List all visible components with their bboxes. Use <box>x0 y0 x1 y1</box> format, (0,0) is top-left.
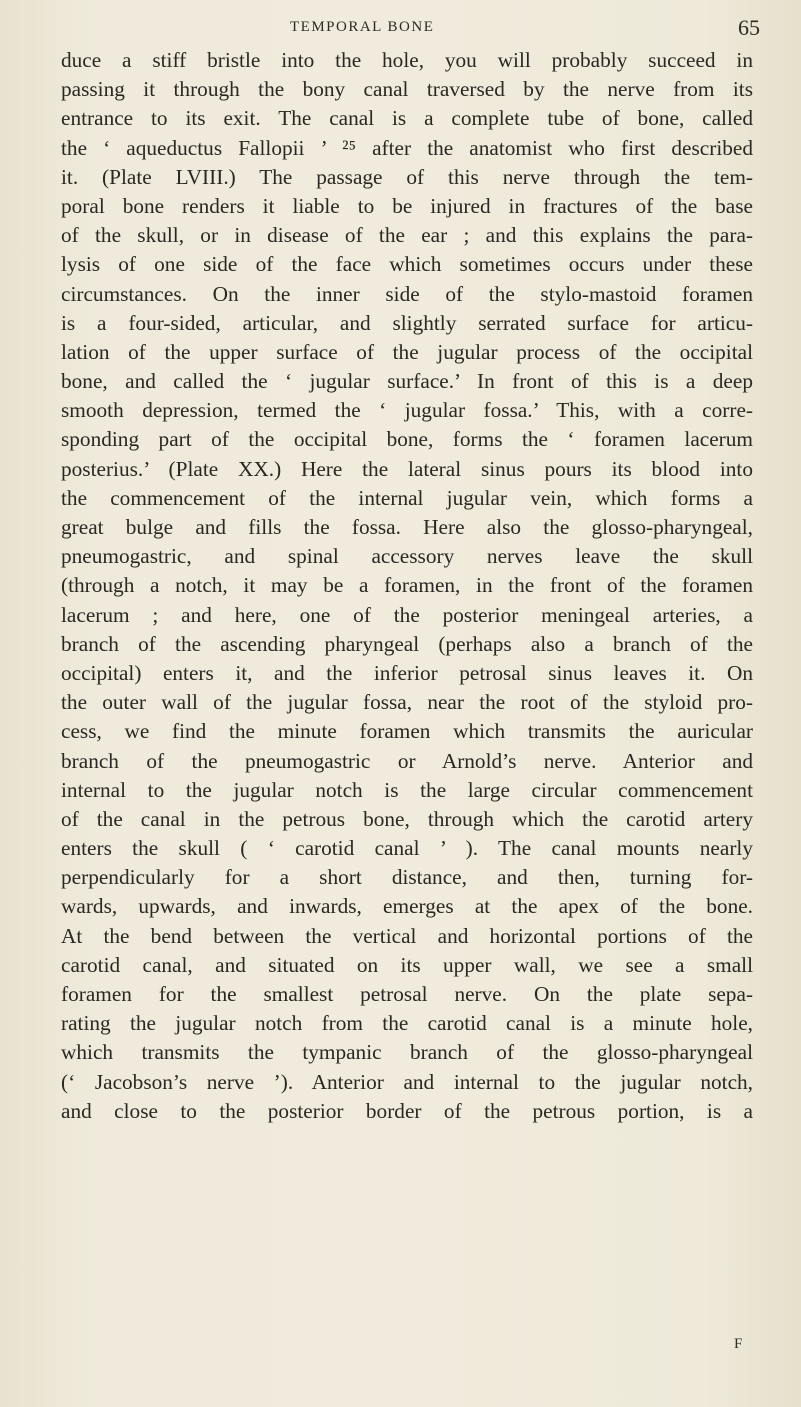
text-line: entrance to its exit. The canal is a complete tube of bone, called <box>61 106 753 131</box>
text-line: passing it through the bony canal traversed by the nerve from its <box>61 77 753 102</box>
signature-mark: F <box>734 1336 743 1352</box>
text-line: duce a stiff bristle into the hole, you will probably succeed in <box>61 48 753 72</box>
text-line: and close to the posterior border of the petrous portion, is a <box>61 1098 753 1123</box>
text-line: foramen for the smallest petrosal nerve. On the plate sepa- <box>61 982 753 1006</box>
text-line: which transmits the tympanic branch of the glosso-pharyngeal <box>61 1040 753 1065</box>
text-line: the commencement of the internal jugular vein, which forms a <box>61 485 753 510</box>
text-line: (‘ Jacobson’s nerve ’). Anterior and internal to the jugular notch, <box>61 1069 753 1094</box>
text-line: occipital) enters it, and the inferior petrosal sinus leaves it. On <box>61 660 753 685</box>
body-text <box>61 46 753 1126</box>
text-line: lation of the upper surface of the jugular process of the occipital <box>61 339 753 364</box>
text-line: wards, upwards, and inwards, emerges at the apex of the bone. <box>61 894 753 919</box>
text-line: the ‘ aqueductus Fallopii ’ ²⁵ after the anatomist who first described <box>61 135 753 160</box>
text-line: enters the skull ( ‘ carotid canal ’ ). The canal mounts nearly <box>61 836 753 861</box>
text-line: pneumogastric, and spinal accessory nerves leave the skull <box>61 544 753 569</box>
text-line: (through a notch, it may be a foramen, in the front of the foramen <box>61 573 753 598</box>
text-line: rating the jugular notch from the carotid canal is a minute hole, <box>61 1011 753 1036</box>
text-line: At the bend between the vertical and horizontal portions of the <box>61 923 753 948</box>
text-line: of the skull, or in disease of the ear ; and this explains the para- <box>61 223 753 248</box>
text-line: cess, we find the minute foramen which transmits the auricular <box>61 719 753 744</box>
text-line: lacerum ; and here, one of the posterior meningeal arteries, a <box>61 602 753 627</box>
text-line: it. (Plate LVIII.) The passage of this nerve through the tem- <box>61 164 753 189</box>
page-header <box>60 15 760 45</box>
text-line: is a four-sided, articular, and slightly serrated surface for articu- <box>61 310 753 335</box>
running-title: TEMPORAL BONE <box>290 19 435 35</box>
page-number: 65 <box>738 15 760 40</box>
text-line: sponding part of the occipital bone, forms the ‘ foramen lacerum <box>61 427 753 452</box>
text-line: internal to the jugular notch is the large circular commencement <box>61 777 753 802</box>
text-line: carotid canal, and situated on its upper wall, we see a small <box>61 952 753 977</box>
text-line: lysis of one side of the face which sometimes occurs under these <box>61 252 753 277</box>
text-line: smooth depression, termed the ‘ jugular fossa.’ This, with a corre- <box>61 398 753 423</box>
text-line: branch of the ascending pharyngeal (perhaps also a branch of the <box>61 631 753 656</box>
text-line: poral bone renders it liable to be injured in fractures of the base <box>61 193 753 218</box>
text-line: the outer wall of the jugular fossa, near the root of the styloid pro- <box>61 690 753 715</box>
text-line: circumstances. On the inner side of the stylo-mastoid foramen <box>61 281 753 306</box>
text-line: perpendicularly for a short distance, and then, turning for- <box>61 865 753 890</box>
text-line: posterius.’ (Plate XX.) Here the lateral sinus pours its blood into <box>61 456 753 481</box>
text-line: bone, and called the ‘ jugular surface.’ In front of this is a deep <box>61 369 753 394</box>
text-line: great bulge and fills the fossa. Here also the glosso-pharyngeal, <box>61 515 753 539</box>
text-line: of the canal in the petrous bone, through which the carotid artery <box>61 806 753 831</box>
text-line: branch of the pneumogastric or Arnold’s nerve. Anterior and <box>61 748 753 773</box>
